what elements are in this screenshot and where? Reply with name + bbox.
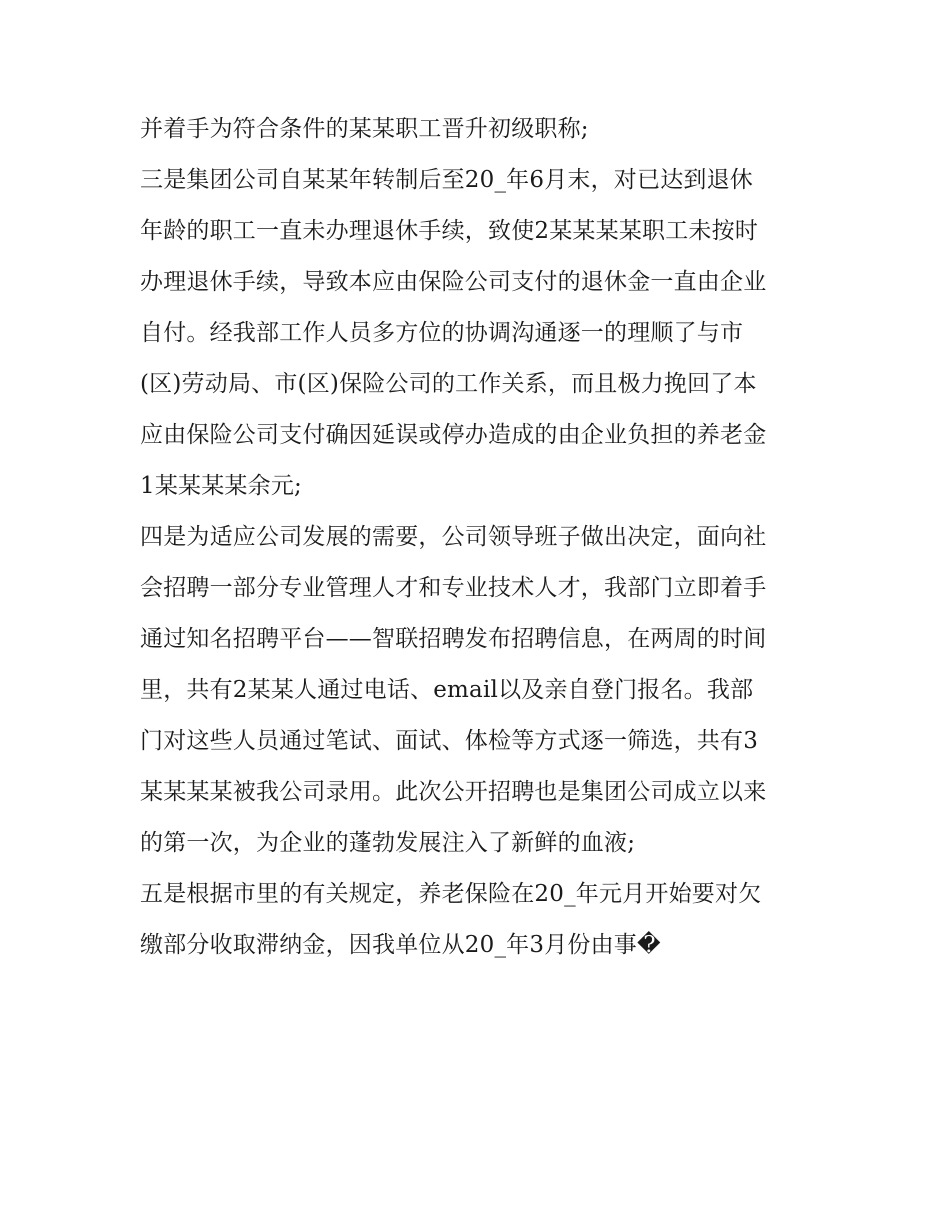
text-line-17: 缴部分收取滞纳金，因我单位从20_年3月份由事� [140,932,661,958]
text-line-3: 年龄的职工一直未办理退休手续，致使2某某某某职工未按时 [140,218,759,244]
text-line-15: 的第一次，为企业的蓬勃发展注入了新鲜的血液; [140,830,636,856]
document-body [140,104,812,971]
text-line-5: 自付。经我部工作人员多方位的协调沟通逐一的理顺了与市 [140,320,744,346]
text-line-7: 应由保险公司支付确因延误或停办造成的由企业负担的养老金 [140,422,767,448]
text-line-11: 通过知名招聘平台——智联招聘发布招聘信息，在两周的时间 [140,626,767,652]
text-line-10: 会招聘一部分专业管理人才和专业技术人才，我部门立即着手 [140,575,767,601]
text-line-12: 里，共有2某某人通过电话、email以及亲自登门报名。我部 [140,677,754,703]
text-line-8: 1某某某某余元; [140,473,302,499]
text-line-6: (区)劳动局、市(区)保险公司的工作关系，而且极力挽回了本 [140,371,757,397]
text-line-4: 办理退休手续，导致本应由保险公司支付的退休金一直由企业 [140,269,767,295]
text-line-2: 三是集团公司自某某年转制后至20_年6月末，对已达到退休 [140,167,753,193]
text-line-1: 并着手为符合条件的某某职工晋升初级职称; [140,116,589,142]
text-line-16: 五是根据市里的有关规定，养老保险在20_年元月开始要对欠 [140,881,762,907]
text-line-14: 某某某某被我公司录用。此次公开招聘也是集团公司成立以来 [140,779,767,805]
text-line-9: 四是为适应公司发展的需要，公司领导班子做出决定，面向社 [140,524,767,550]
text-line-13: 门对这些人员通过笔试、面试、体检等方式逐一筛选，共有3 [140,728,759,754]
